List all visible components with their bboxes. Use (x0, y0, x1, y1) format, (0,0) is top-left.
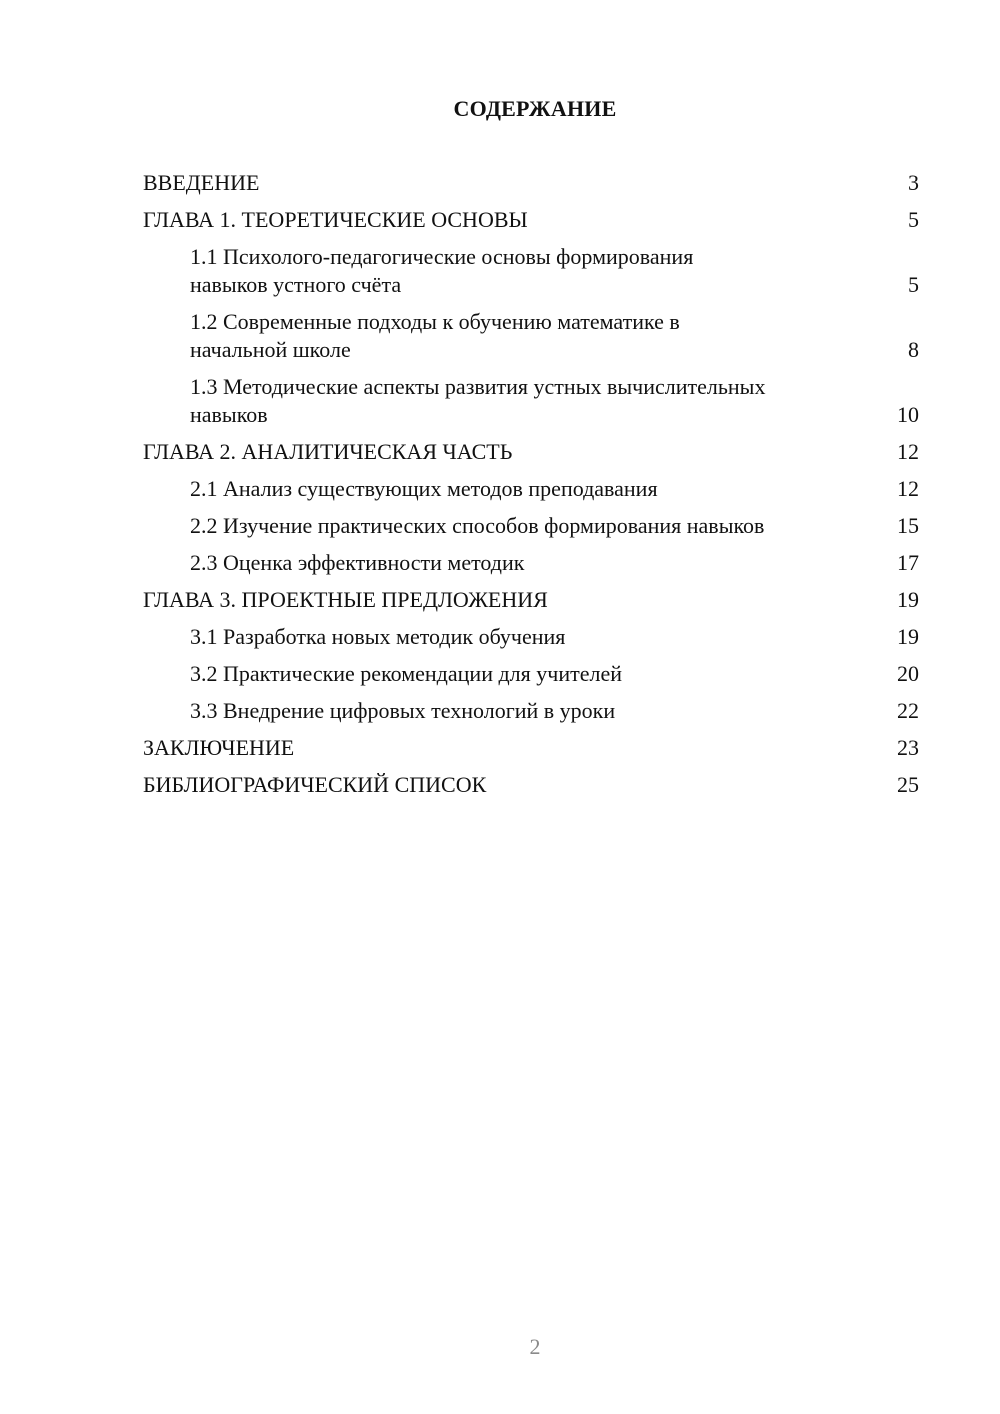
toc-entry-section-2-2[interactable] (143, 512, 919, 540)
toc-entry-section-1-1[interactable] (143, 243, 919, 299)
table-of-contents (143, 169, 919, 808)
toc-entry-label: ГЛАВА 3. ПРОЕКТНЫЕ ПРЕДЛОЖЕНИЯ (143, 587, 548, 612)
toc-entry-page: 19 (897, 624, 919, 649)
toc-entry-page: 8 (908, 337, 919, 362)
toc-entry-chapter-3[interactable] (143, 586, 919, 614)
toc-entry-page: 12 (897, 439, 919, 464)
toc-entry-label: 2.2 Изучение практических способов формирования навыков (190, 513, 765, 538)
toc-entry-label: 3.3 Внедрение цифровых технологий в уроки (190, 698, 616, 723)
toc-entry-section-3-2[interactable] (143, 660, 919, 688)
toc-entry-page: 10 (897, 402, 919, 427)
toc-entry-conclusion[interactable] (143, 734, 919, 762)
toc-entry-page: 23 (897, 735, 919, 760)
toc-entry-label: БИБЛИОГРАФИЧЕСКИЙ СПИСОК (143, 772, 487, 797)
toc-entry-label: 3.1 Разработка новых методик обучения (190, 624, 566, 649)
toc-entry-label: ГЛАВА 2. АНАЛИТИЧЕСКАЯ ЧАСТЬ (143, 439, 513, 464)
toc-entry-label: 1.3 Методические аспекты развития устных вычислительных навыков (190, 374, 766, 427)
toc-entry-page: 20 (897, 661, 919, 686)
toc-entry-section-1-3[interactable] (143, 373, 919, 429)
toc-entry-label: 3.2 Практические рекомендации для учителей (190, 661, 622, 686)
toc-entry-page: 22 (897, 698, 919, 723)
toc-entry-label: ВВЕДЕНИЕ (143, 170, 260, 195)
toc-entry-page: 3 (908, 170, 919, 195)
toc-entry-label: ЗАКЛЮЧЕНИЕ (143, 735, 295, 760)
toc-entry-page: 12 (897, 476, 919, 501)
toc-entry-label: 2.3 Оценка эффективности методик (190, 550, 525, 575)
toc-entry-page: 25 (897, 772, 919, 797)
toc-entry-section-2-1[interactable] (143, 475, 919, 503)
toc-entry-label: 2.1 Анализ существующих методов преподавания (190, 476, 658, 501)
toc-entry-section-1-2[interactable] (143, 308, 919, 364)
page-number: 2 (529, 1334, 541, 1359)
toc-entry-page: 19 (897, 587, 919, 612)
toc-entry-page: 15 (897, 513, 919, 538)
toc-entry-page: 5 (908, 272, 919, 297)
toc-entry-page: 5 (908, 207, 919, 232)
toc-entry-label: 1.1 Психолого-педагогические основы формирования навыков устного счёта (190, 244, 694, 297)
toc-entry-chapter-2[interactable] (143, 438, 919, 466)
toc-entry-section-3-1[interactable] (143, 623, 919, 651)
toc-entry-label: ГЛАВА 1. ТЕОРЕТИЧЕСКИЕ ОСНОВЫ (143, 207, 528, 232)
toc-entry-chapter-1[interactable] (143, 206, 919, 234)
toc-entry-introduction[interactable] (143, 169, 919, 197)
toc-entry-label: 1.2 Современные подходы к обучению математике в начальной школе (190, 309, 680, 362)
toc-entry-bibliography[interactable] (143, 771, 919, 799)
toc-entry-page: 17 (897, 550, 919, 575)
toc-entry-section-2-3[interactable] (143, 549, 919, 577)
toc-title: СОДЕРЖАНИЕ (453, 96, 617, 121)
toc-entry-section-3-3[interactable] (143, 697, 919, 725)
